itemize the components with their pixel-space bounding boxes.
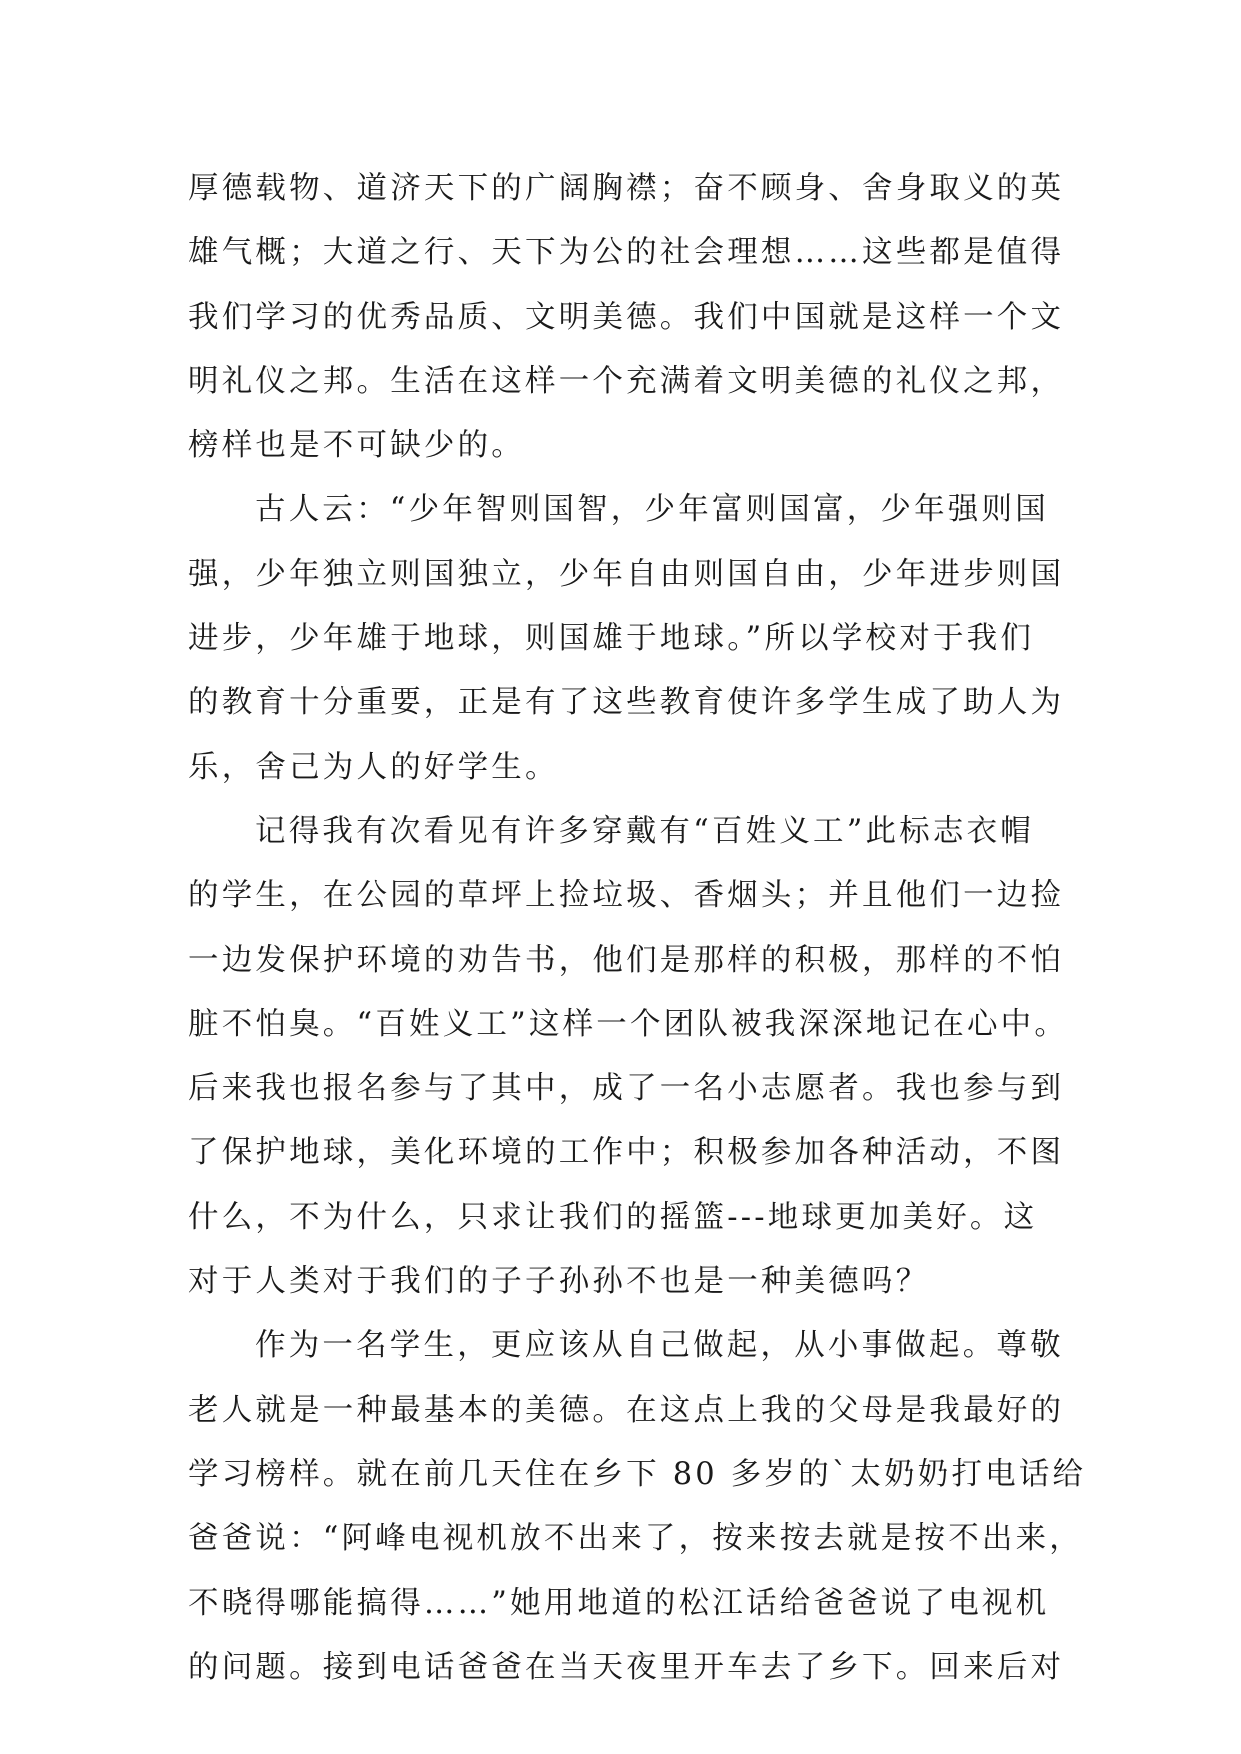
text-line: 脏不怕臭。“百姓义工”这样一个团队被我深深地记在心中。: [188, 1006, 1069, 1042]
text-line: 作为一名学生，更应该从自己做起，从小事做起。尊敬: [255, 1328, 1064, 1364]
text-line: 乐，舍己为人的好学生。: [188, 749, 559, 785]
text-line: 爸爸说：“阿峰电视机放不出来了，按来按去就是按不出来，: [188, 1521, 1083, 1557]
text-line: 了保护地球，美化环境的工作中；积极参加各种活动，不图: [188, 1135, 1065, 1171]
text-line: 对于人类对于我们的子子孙孙不也是一种美德吗？: [188, 1264, 930, 1300]
text-line: 的教育十分重要，正是有了这些教育使许多学生成了助人为: [188, 685, 1065, 721]
text-line: 明礼仪之邦。生活在这样一个充满着文明美德的礼仪之邦，: [188, 363, 1065, 399]
text-line: 进步，少年雄于地球，则国雄于地球。”所以学校对于我们: [188, 621, 1035, 657]
text-line: 记得我有次看见有许多穿戴有“百姓义工”此标志衣帽: [255, 813, 1034, 849]
text-line: 一边发保护环境的劝告书，他们是那样的积极，那样的不怕: [188, 942, 1065, 978]
text-line: 老人就是一种最基本的美德。在这点上我的父母是我最好的: [188, 1392, 1065, 1428]
text-line: 古人云：“少年智则国智，少年富则国富，少年强则国: [255, 492, 1049, 528]
text-line: 后来我也报名参与了其中，成了一名小志愿者。我也参与到: [188, 1071, 1065, 1107]
body-text: [188, 157, 1087, 1700]
text-line: 我们学习的优秀品质、文明美德。我们中国就是这样一个文: [188, 299, 1065, 335]
text-line: 的问题。接到电话爸爸在当天夜里开车去了乡下。回来后对: [188, 1649, 1065, 1685]
text-line: 雄气概；大道之行、天下为公的社会理想……这些都是值得: [188, 235, 1065, 271]
text-line: 的学生，在公园的草坪上捡垃圾、香烟头；并且他们一边捡: [188, 878, 1065, 914]
paragraph-2: [188, 478, 1068, 799]
text-line: 学习榜样。就在前几天住在乡下 80 多岁的`太奶奶打电话给: [188, 1456, 1087, 1492]
text-line: 榜样也是不可缺少的。: [188, 428, 525, 464]
paragraph-4: [188, 1314, 1087, 1700]
paragraph-3: [188, 800, 1068, 1314]
text-line: 厚德载物、道济天下的广阔胸襟；奋不顾身、舍身取义的英: [188, 171, 1065, 206]
text-line: 不晓得哪能搞得……”她用地道的松江话给爸爸说了电视机: [188, 1585, 1050, 1621]
text-line: 什么，不为什么，只求让我们的摇篮---地球更加美好。这: [188, 1199, 1038, 1235]
paragraph-1: [188, 157, 1068, 478]
text-line: 强，少年独立则国独立，少年自由则国自由，少年进步则国: [188, 556, 1065, 592]
